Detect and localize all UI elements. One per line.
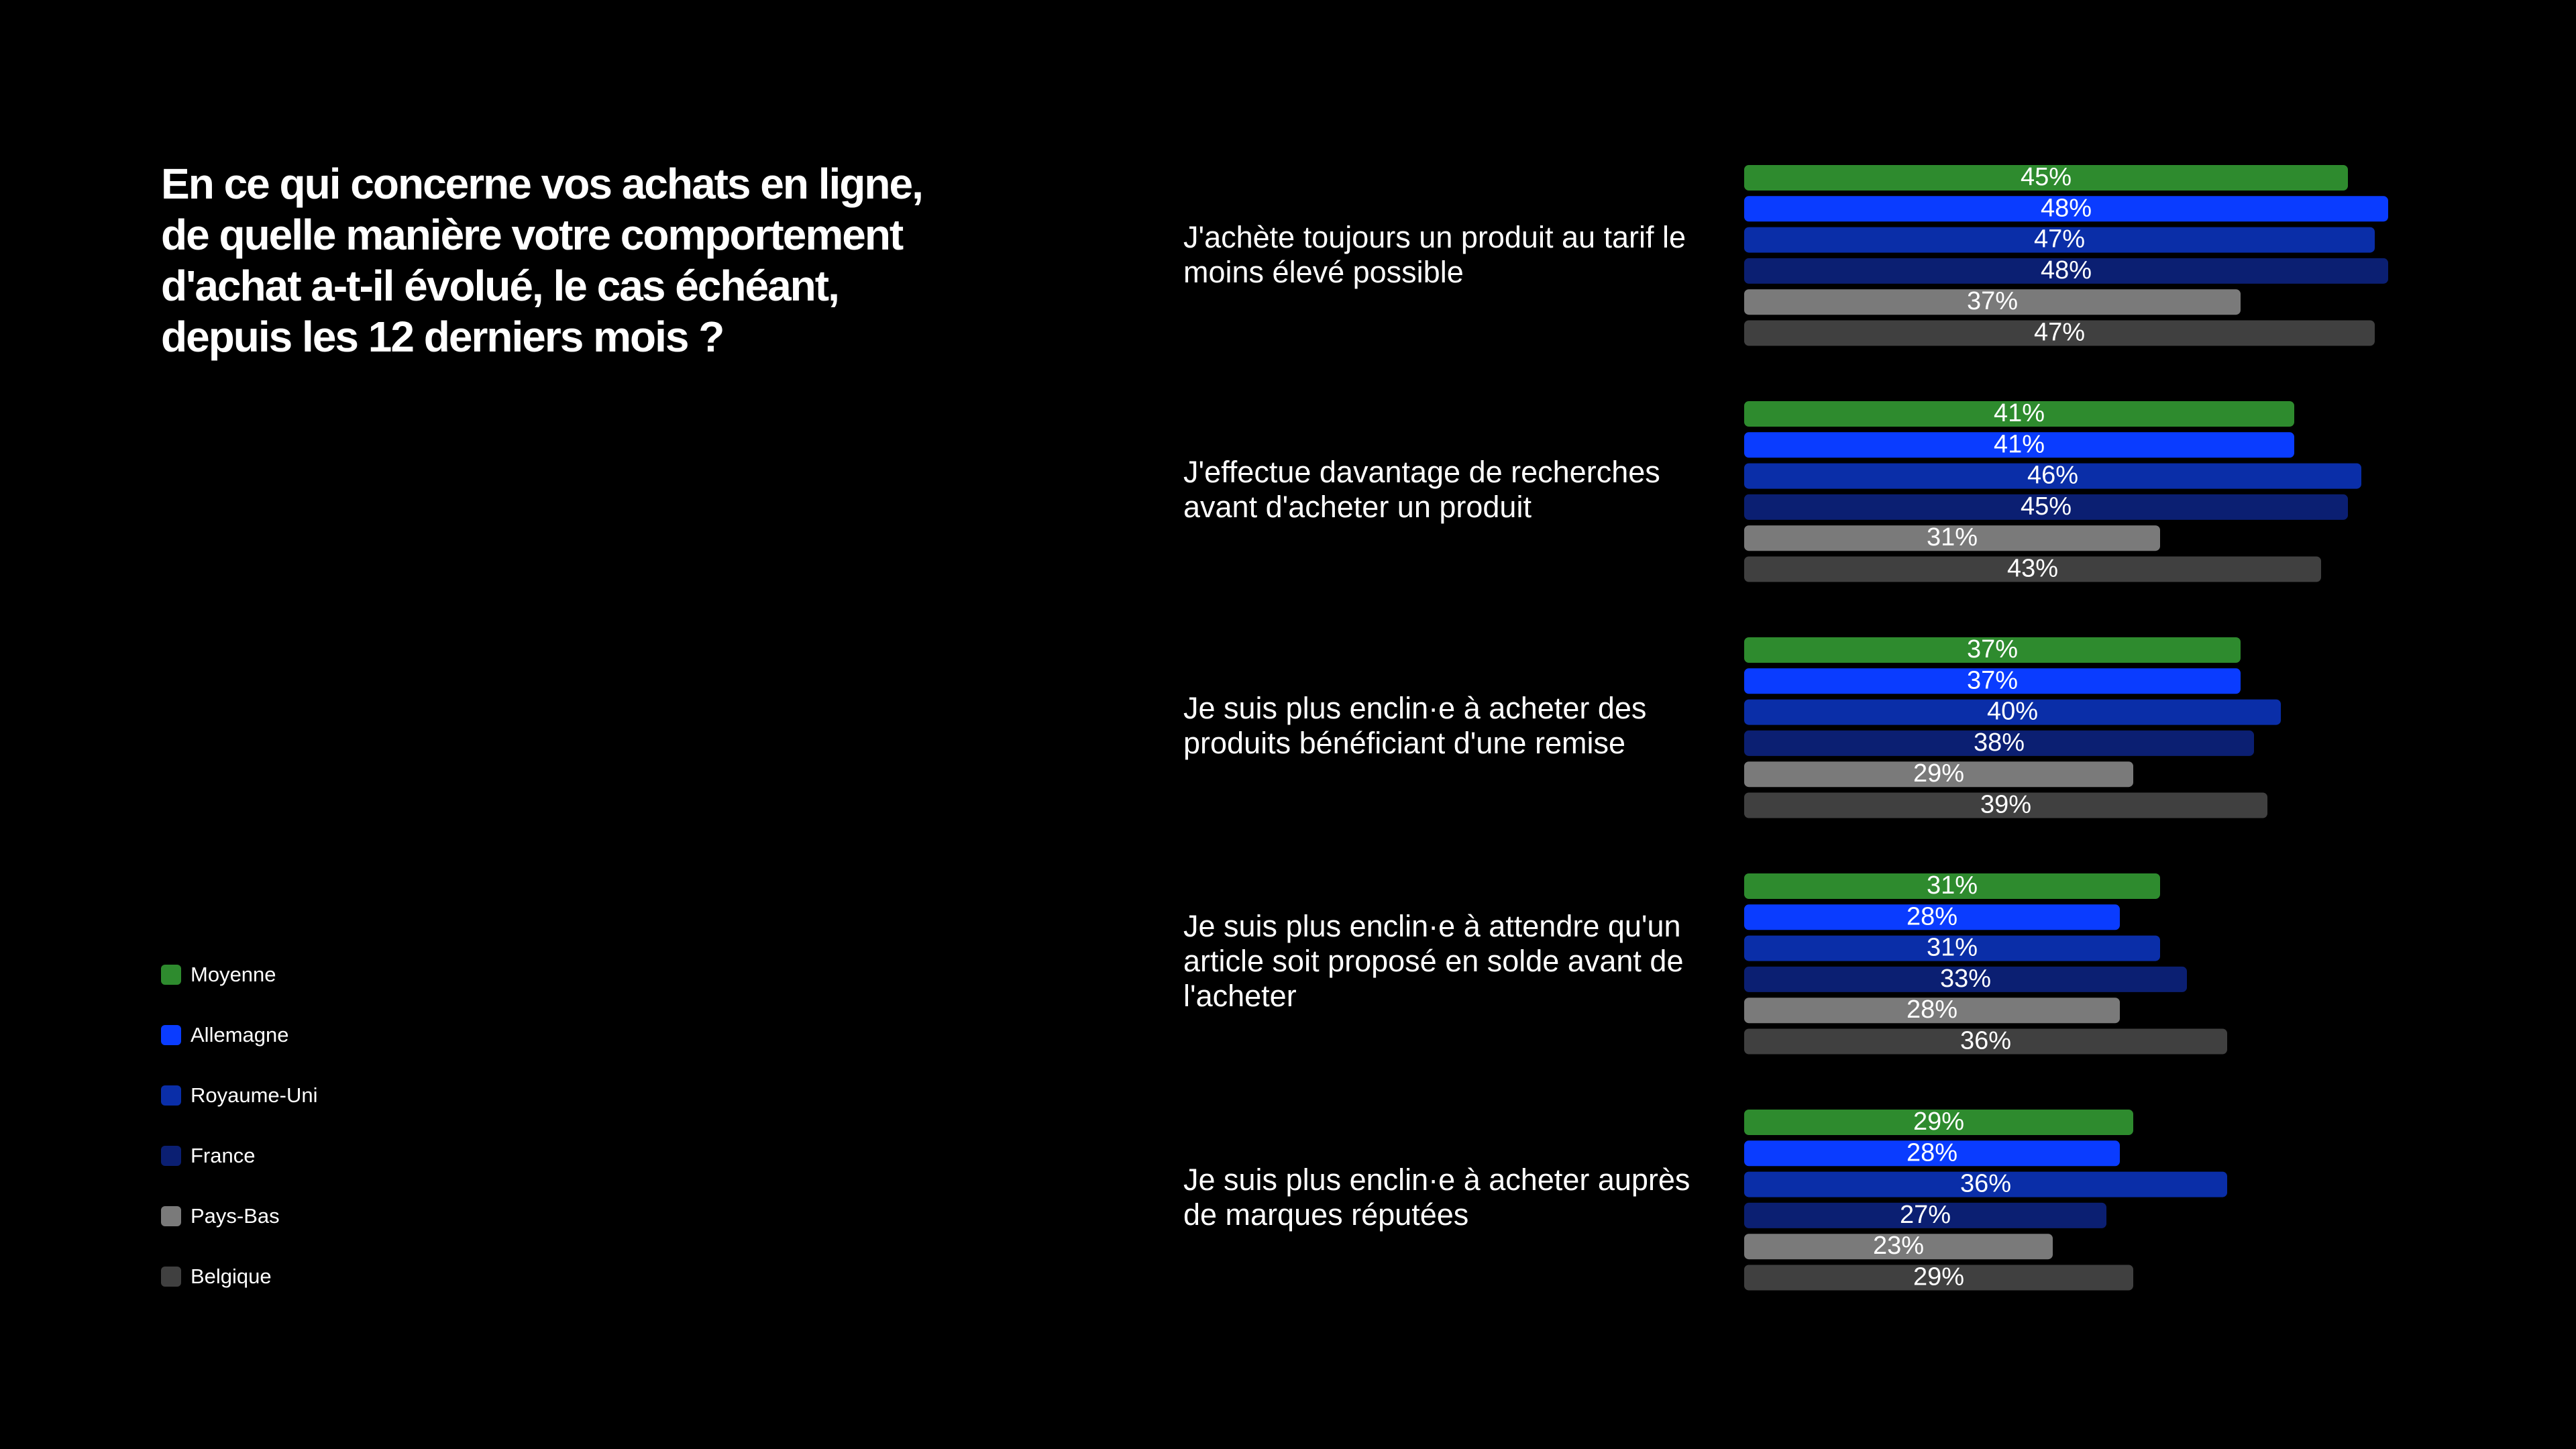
data-label: 41%	[1993, 399, 2045, 428]
bar-group	[1744, 635, 2281, 819]
data-label: 38%	[1973, 728, 2025, 757]
data-label: 37%	[1966, 666, 2019, 695]
data-label: 29%	[1913, 759, 1965, 788]
data-label: 37%	[1966, 287, 2019, 316]
legend-label: Allemagne	[191, 1023, 289, 1046]
category-label: Je suis plus enclin·e à acheter auprès de marques réputées	[1183, 1163, 1690, 1232]
data-label: 37%	[1966, 635, 2019, 664]
data-label: 28%	[1906, 902, 1958, 931]
legend-label: Belgique	[191, 1265, 272, 1288]
data-label: 31%	[1926, 933, 1978, 962]
data-label: 29%	[1913, 1263, 1965, 1291]
chart-title: En ce qui concerne vos achats en ligne, de quelle manière votre comportement d'achat a-t-il évolué, le cas échéant, depuis les 12 derniers mois ?	[161, 160, 922, 361]
data-label: 45%	[2020, 163, 2072, 192]
data-label: 46%	[2027, 461, 2079, 490]
data-label: 48%	[2040, 194, 2092, 223]
bar-group	[1744, 163, 2388, 347]
legend-label: France	[191, 1144, 256, 1167]
data-label: 27%	[1899, 1200, 1951, 1229]
legend-label: Royaume-Uni	[191, 1083, 318, 1107]
data-label: 36%	[1960, 1169, 2012, 1198]
data-label: 45%	[2020, 492, 2072, 521]
data-label: 28%	[1906, 996, 1958, 1024]
data-label: 39%	[1980, 790, 2032, 819]
data-label: 36%	[1960, 1026, 2012, 1055]
data-label: 29%	[1913, 1108, 1965, 1136]
category-label: J'achète toujours un produit au tarif le moins élevé possible	[1183, 220, 1686, 289]
data-label: 48%	[2040, 256, 2092, 284]
data-label: 28%	[1906, 1138, 1958, 1167]
category-label: Je suis plus enclin·e à attendre qu'un article soit proposé en solde avant de l'acheter	[1183, 909, 1684, 1013]
bar-group	[1744, 399, 2361, 583]
data-label: 47%	[2033, 225, 2086, 254]
data-label: 47%	[2033, 318, 2086, 347]
category-label: Je suis plus enclin·e à acheter des produits bénéficiant d'une remise	[1183, 691, 1647, 760]
data-label: 41%	[1993, 430, 2045, 459]
data-label: 33%	[1939, 964, 1992, 993]
bar-group	[1744, 871, 2227, 1055]
legend-label: Pays-Bas	[191, 1204, 280, 1228]
data-label: 31%	[1926, 523, 1978, 552]
data-label: 43%	[2006, 554, 2059, 583]
bar-group	[1744, 1108, 2227, 1291]
data-label: 31%	[1926, 871, 1978, 900]
data-label: 23%	[1872, 1232, 1925, 1260]
data-label: 40%	[1986, 697, 2039, 726]
legend-label: Moyenne	[191, 963, 276, 986]
category-label: J'effectue davantage de recherches avant d'acheter un produit	[1183, 455, 1660, 524]
